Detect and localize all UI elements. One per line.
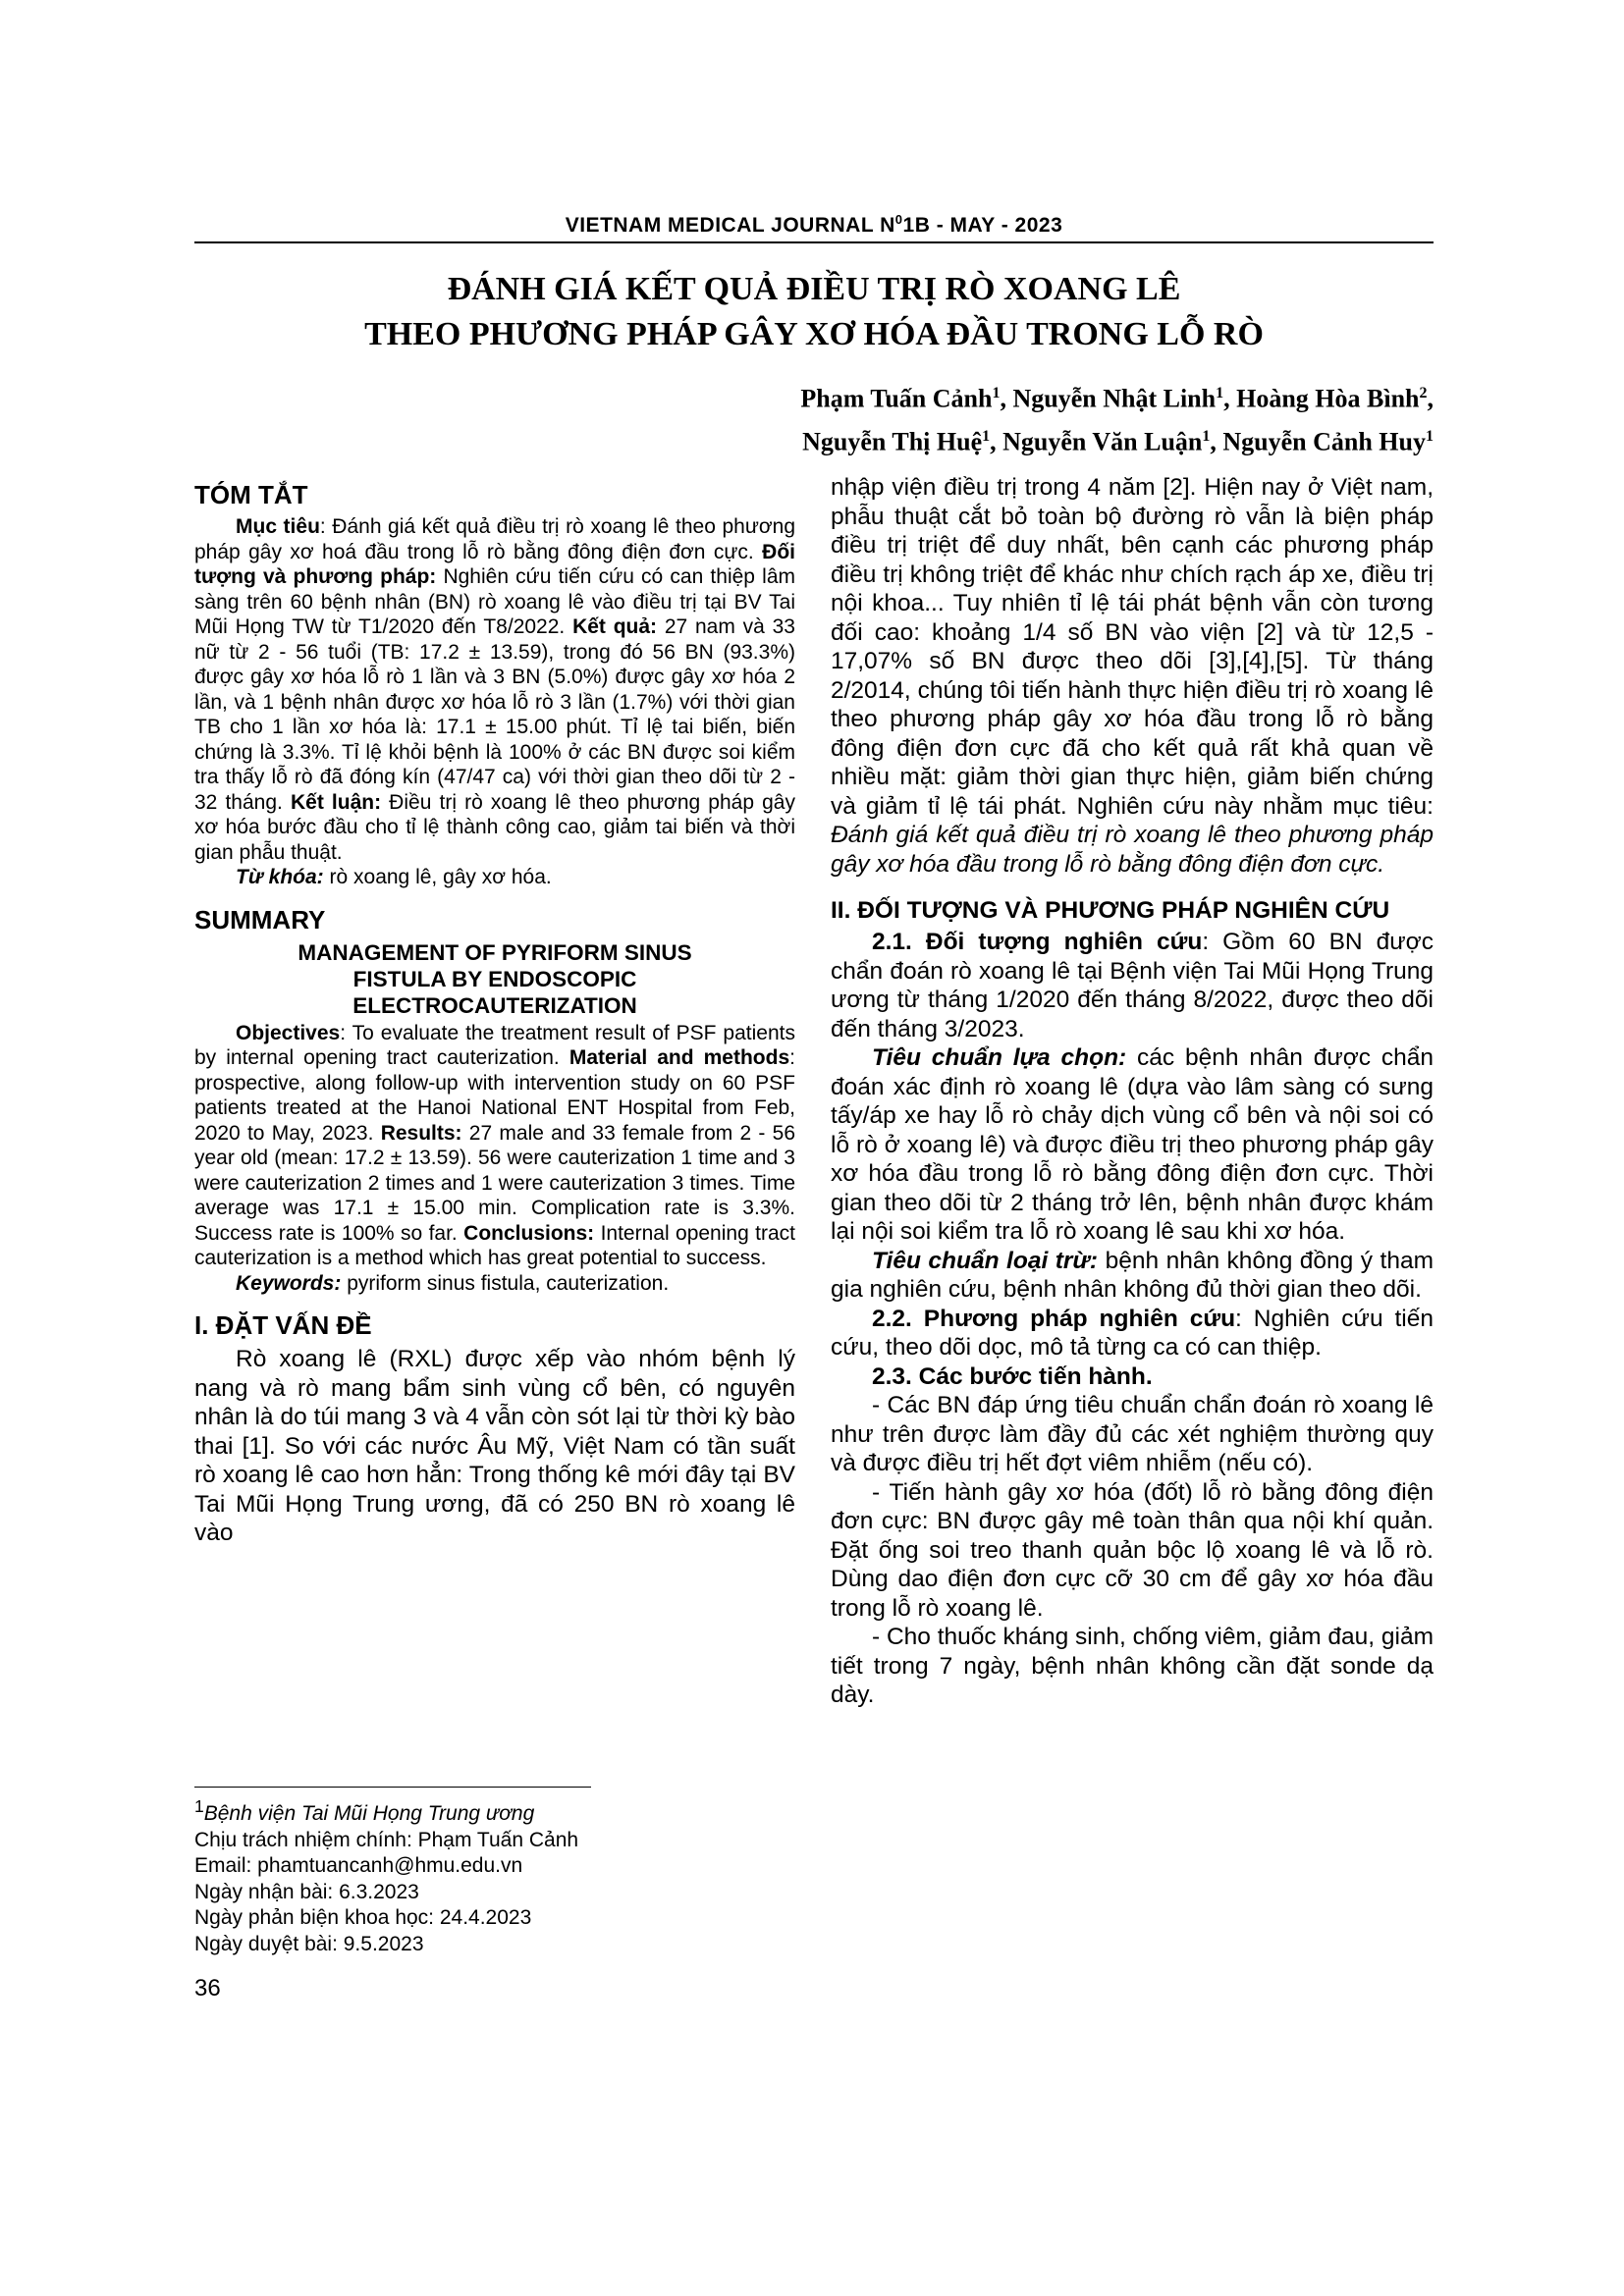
intro-paragraph: Rò xoang lê (RXL) được xếp vào nhóm bệnh lý nang và rò mang bẩm sinh vùng cổ bên, có nguyên nhân là do túi mang 3 và 4 vẫn còn sót lại từ thời kỳ bào thai [1]. So với các nước Âu Mỹ, Việt Nam có tần suất rò xoang lê cao hơn hẳn: Trong thống kê mới đây tại BV Tai Mũi Họng Trung ương, đã có 250 BN rò xoang lê vào xyxy=(194,1346,795,1546)
methods-step-3: - Cho thuốc kháng sinh, chống viêm, giảm đau, giảm tiết trong 7 ngày, bệnh nhân không cần đặt sonde dạ dày. xyxy=(831,1624,1434,1708)
right-column xyxy=(831,473,1434,1710)
title-line-2: THEO PHƯƠNG PHÁP GÂY XƠ HÓA ĐẦU TRONG LỖ RÒ xyxy=(364,316,1264,352)
footnote-reviewed: Ngày phản biện khoa học: 24.4.2023 xyxy=(194,1906,532,1929)
title-line-1: ĐÁNH GIÁ KẾT QUẢ ĐIỀU TRỊ RÒ XOANG LÊ xyxy=(447,271,1181,307)
author-list xyxy=(194,375,1434,460)
page-number: 36 xyxy=(194,1975,221,2002)
footnote-accepted: Ngày duyệt bài: 9.5.2023 xyxy=(194,1932,424,1955)
abstract-en-heading: SUMMARY xyxy=(194,904,326,934)
footnote-corresponding: Chịu trách nhiệm chính: Phạm Tuấn Cảnh xyxy=(194,1828,579,1851)
author-line-2: Nguyễn Thị Huệ$^1$, Nguyễn Văn Luận$^1$, Nguyễn Cảnh Huy$^1$ xyxy=(802,427,1434,456)
methods-design: 2.2. Phương pháp nghiên cứu: Nghiên cứu tiến cứu, theo dõi dọc, mô tả từng ca có can thiệp. xyxy=(831,1305,1434,1361)
intro-heading: I. ĐẶT VẤN ĐỀ xyxy=(194,1310,372,1340)
footnote-received: Ngày nhận bài: 6.3.2023 xyxy=(194,1880,419,1903)
running-header: VIETNAM MEDICAL JOURNAL $N^01B$ - MAY - 2023 xyxy=(565,212,1063,237)
abstract-en-text: Objectives: To evaluate the treatment result of PSF patients by internal opening tract cauterization. Material and methods: prospective, along follow-up with intervention study on 60 PSF patients treated at the Hanoi National ENT Hospital from Feb, 2020 to May, 2023. Results: 27 male and 33 female from 2 - 56 year old (mean: 17.2 ± 13.59). 56 were cauterization 1 time and 3 were cauterization 2 times and 1 were cauterization 3 times. Time average was 17.1 ± 15.00 min. Complication rate is 3.3%. Success rate is 100% so far. Conclusions: Internal opening tract cauterization is a method which has great potential to success. xyxy=(194,1021,796,1269)
abstract-en-title: MANAGEMENT OF PYRIFORM SINUS FISTULA BY ENDOSCOPIC ELECTROCAUTERIZATION xyxy=(298,939,692,1018)
footnote-rule xyxy=(194,1787,591,1788)
methods-step-2: - Tiến hành gây xơ hóa (đốt) lỗ rò bằng đông điện đơn cực: BN được gây mê toàn thân qua nội khí quản. Đặt ống soi treo thanh quản bộc lộ xoang lê và lỗ rò. Dùng dao điện đơn cực cỡ 30 cm để gây xơ hóa đầu trong lỗ rò xoang lê. xyxy=(831,1478,1434,1622)
abstract-vi-keywords: Từ khóa: rò xoang lê, gây xơ hóa. xyxy=(236,866,552,888)
footnotes xyxy=(194,1787,795,1957)
author-line-1: Phạm Tuấn Cảnh$^1$, Nguyễn Nhật Linh$^1$, Hoàng Hòa Bình$^2$, xyxy=(800,384,1434,413)
abstract-en-keywords: Keywords: pyriform sinus fistula, cauterization. xyxy=(236,1271,670,1295)
left-column xyxy=(194,473,795,1548)
methods-subjects: 2.1. Đối tượng nghiên cứu: Gồm 60 BN được chẩn đoán rò xoang lê tại Bệnh viện Tai Mũi Họng Trung ương từ tháng 1/2020 đến tháng 8/2022, được theo dõi đến tháng 3/2023. xyxy=(831,929,1434,1042)
header-rule xyxy=(194,241,1434,243)
methods-inclusion: Tiêu chuẩn lựa chọn: các bệnh nhân được chẩn đoán xác định rò xoang lê (dựa vào lâm sàng có sưng tấy/áp xe hay lỗ rò chảy dịch vùng cổ bên và nội soi có lỗ rò ở xoang lê) và được điều trị theo phương pháp gây xơ hóa đầu trong lỗ rò bằng đông điện đơn cực. Thời gian theo dõi từ 2 tháng trở lên, bệnh nhân được khám lại nội soi kiểm tra lỗ rò xoang lê sau khi xơ hóa. xyxy=(831,1044,1435,1245)
intro-paragraph-continued: nhập viện điều trị trong 4 năm [2]. Hiện nay ở Việt nam, phẫu thuật cắt bỏ toàn bộ đường rò vẫn là biện pháp điều trị triệt để duy nhất, bên cạnh các phương pháp điều trị không triệt để khác như chích rạch áp xe, điều trị nội khoa... Tuy nhiên tỉ lệ tái phát bệnh vẫn còn tương đối cao: khoảng 1/4 số BN vào viện [2] và từ 12,5 - 17,07% số BN được theo dõi [3],[4],[5]. Từ tháng 2/2014, chúng tôi tiến hành thực hiện điều trị rò xoang lê theo phương pháp gây xơ hóa đầu trong lỗ rò bằng đông điện đơn cực đã cho kết quả rất khả quan về nhiều mặt: giảm thời gian thực hiện, giảm biến chứng và giảm tỉ lệ tái phát. Nghiên cứu này nhằm mục tiêu: Đánh giá kết quả điều trị rò xoang lê theo phương pháp gây xơ hóa đầu trong lỗ rò bằng đông điện đơn cực. xyxy=(831,474,1434,878)
methods-exclusion: Tiêu chuẩn loại trừ: bệnh nhân không đồng ý tham gia nghiên cứu, bệnh nhân không đủ thời gian theo dõi. xyxy=(831,1247,1434,1303)
methods-heading: II. ĐỐI TƯỢNG VÀ PHƯƠNG PHÁP NGHIÊN CỨU xyxy=(831,897,1390,924)
footnote-affiliation: $^1$Bệnh viện Tai Mũi Họng Trung ương xyxy=(194,1796,535,1825)
methods-step-1: - Các BN đáp ứng tiêu chuẩn chẩn đoán rò xoang lê như trên được làm đầy đủ các xét nghiệm thường quy và được điều trị hết đợt viêm nhiễm (nếu có). xyxy=(831,1392,1434,1476)
article-title xyxy=(194,267,1434,357)
abstract-vi-text: Mục tiêu: Đánh giá kết quả điều trị rò xoang lê theo phương pháp gây xơ hoá đầu trong lỗ rò bằng đông điện đơn cực. Đối tượng và phương pháp: Nghiên cứu tiến cứu có can thiệp lâm sàng trên 60 bệnh nhân (BN) rò xoang lê vào điều trị tại BV Tai Mũi Họng TW từ T1/2020 đến T8/2022. Kết quả: 27 nam và 33 nữ từ 2 - 56 tuổi (TB: 17.2 ± 13.59), trong đó 56 BN (93.3%) được gây xơ hóa lỗ rò 1 lần và 3 BN (5.0%) được gây xơ hóa 2 lần, và 1 bệnh nhân được xơ hóa lỗ rò 3 lần (1.7%) với thời gian TB cho 1 lần xơ hóa là: 17.1 ± 15.00 phút. Tỉ lệ tai biến, biến chứng là 3.3%. Tỉ lệ khỏi bệnh là 100% ở các BN được soi kiểm tra thấy lỗ rò đã đóng kín (47/47 ca) với thời gian theo dõi từ 2 - 32 tháng. Kết luận: Điều trị rò xoang lê theo phương pháp gây xơ hóa bước đầu cho tỉ lệ thành công cao, giảm tai biến và thời gian phẫu thuật. xyxy=(194,515,796,864)
abstract-vi-heading: TÓM TẮT xyxy=(194,480,308,509)
footnote-email: Email: phamtuancanh@hmu.edu.vn xyxy=(194,1854,523,1877)
methods-steps-heading: 2.3. Các bước tiến hành. xyxy=(872,1362,1153,1390)
